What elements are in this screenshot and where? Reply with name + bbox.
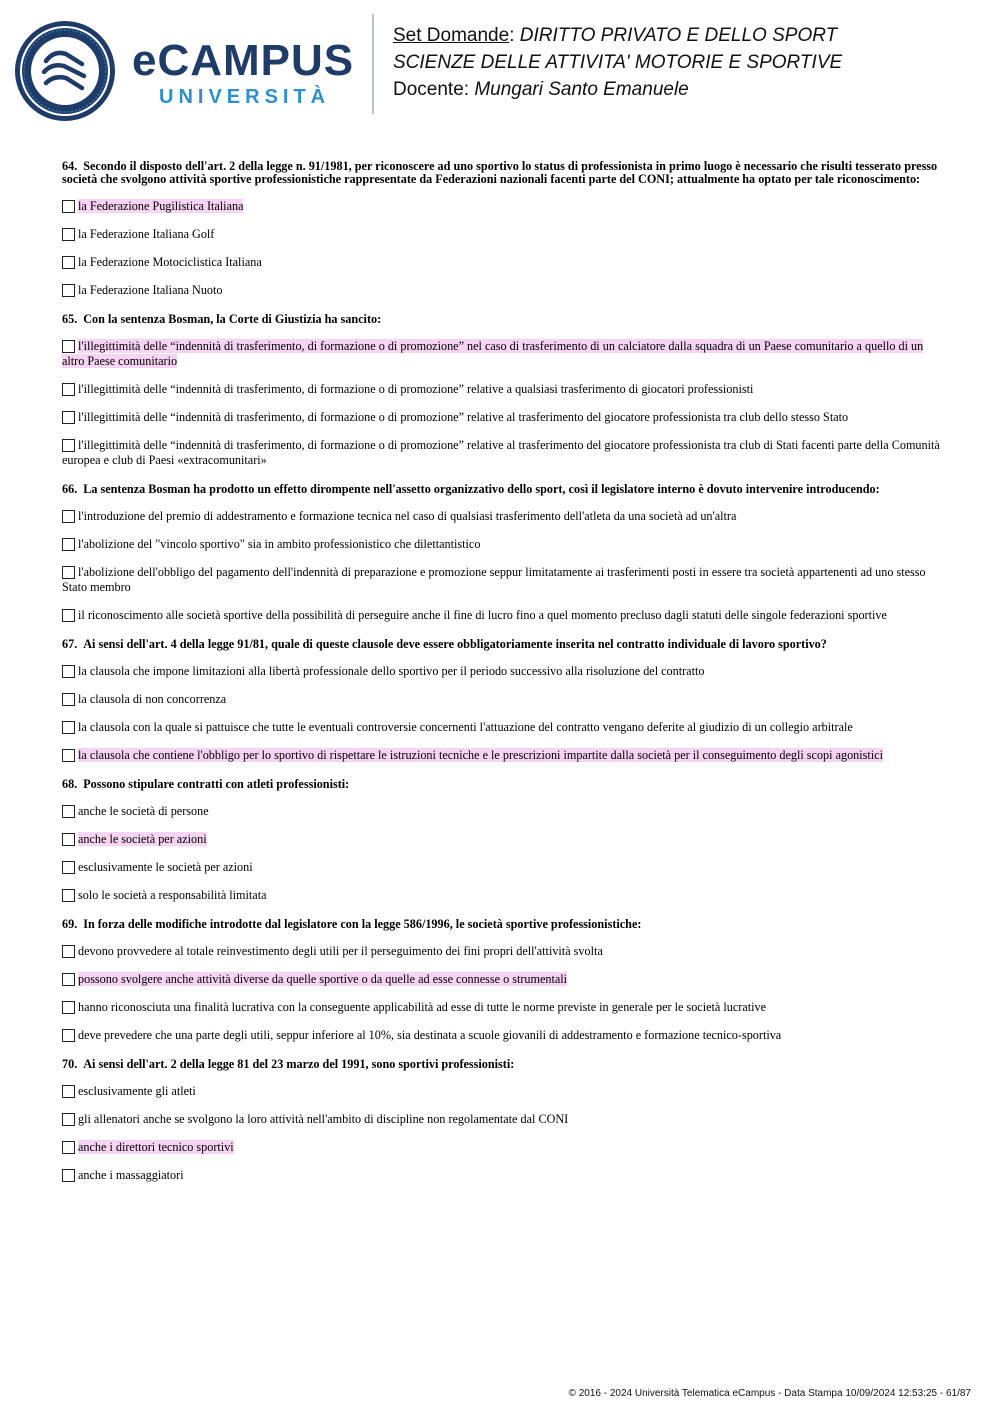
answer-label: deve prevedere che una parte degli utili, seppur inferiore al 10%, sia destinata a scuole giovanili di addestramento e formazione tecnico-sportiva xyxy=(78,1028,782,1042)
correct-answer-label: la clausola che contiene l'obbligo per lo sportivo di rispettare le istruzioni tecniche e le prescrizioni impartite dalla società per il conseguimento degli scopi agonistici xyxy=(78,748,883,762)
answer-option[interactable] xyxy=(62,888,940,903)
checkbox-icon[interactable] xyxy=(62,284,75,297)
teacher-label: Docente: xyxy=(393,79,470,100)
checkbox-icon[interactable] xyxy=(62,833,75,846)
correct-answer-label: anche i direttori tecnico sportivi xyxy=(78,1140,234,1154)
question-text xyxy=(62,313,940,326)
answer-label: anche le società di persone xyxy=(78,804,209,818)
answer-option[interactable] xyxy=(62,608,940,623)
question-label: Ai sensi dell'art. 4 della legge 91/81, quale di queste clausole deve essere obbligatoriamente inserita nel contratto individuale di lavoro sportivo? xyxy=(83,637,827,651)
answer-label: l'illegittimità delle “indennità di trasferimento, di formazione o di promozione” relative a qualsiasi trasferimento di giocatori professionisti xyxy=(78,382,754,396)
answer-option[interactable] xyxy=(62,804,940,819)
checkbox-icon[interactable] xyxy=(62,945,75,958)
answer-option[interactable] xyxy=(62,438,940,468)
header-divider xyxy=(372,14,374,114)
question-block xyxy=(62,313,940,468)
answer-option[interactable] xyxy=(62,972,940,987)
answer-option[interactable] xyxy=(62,1112,940,1127)
answer-option[interactable] xyxy=(62,944,940,959)
checkbox-icon[interactable] xyxy=(62,383,75,396)
answer-label: l'introduzione del premio di addestramento e formazione tecnica nel caso di qualsiasi trasferimento dell'atleta da una società ad un'altra xyxy=(78,509,737,523)
answer-label: gli allenatori anche se svolgono la loro attività nell'ambito di discipline non regolamentate dal CONI xyxy=(78,1112,569,1126)
answer-label: anche i massaggiatori xyxy=(78,1168,184,1182)
answer-label: il riconoscimento alle società sportive della possibilità di perseguire anche il fine di lucro fino a quel momento precluso dagli statuti delle singole federazioni sportive xyxy=(78,608,887,622)
checkbox-icon[interactable] xyxy=(62,340,75,353)
checkbox-icon[interactable] xyxy=(62,1113,75,1126)
answer-label: la Federazione Italiana Golf xyxy=(78,227,215,241)
answer-option[interactable] xyxy=(62,692,940,707)
checkbox-icon[interactable] xyxy=(62,1029,75,1042)
checkbox-icon[interactable] xyxy=(62,510,75,523)
answer-option[interactable] xyxy=(62,565,940,595)
question-number: 65. xyxy=(62,312,78,326)
question-number: 66. xyxy=(62,482,78,496)
question-text xyxy=(62,778,940,791)
answer-option[interactable] xyxy=(62,1028,940,1043)
answer-label: la clausola con la quale si pattuisce che tutte le eventuali controversie concernenti l'attuazione del contratto vengano deferite al giudizio di un collegio arbitrale xyxy=(78,720,853,734)
question-text xyxy=(62,918,940,931)
question-number: 70. xyxy=(62,1057,78,1071)
checkbox-icon[interactable] xyxy=(62,256,75,269)
page-header xyxy=(0,0,1000,130)
checkbox-icon[interactable] xyxy=(62,693,75,706)
question-text xyxy=(62,638,940,651)
answer-option[interactable] xyxy=(62,199,940,214)
question-number: 69. xyxy=(62,917,78,931)
checkbox-icon[interactable] xyxy=(62,1001,75,1014)
answer-option[interactable] xyxy=(62,1084,940,1099)
answer-option[interactable] xyxy=(62,1140,940,1155)
subject-line-2: SCIENZE DELLE ATTIVITA' MOTORIE E SPORTIVE xyxy=(393,52,843,73)
set-label: Set Domande xyxy=(393,25,510,46)
question-block xyxy=(62,918,940,1043)
answer-option[interactable] xyxy=(62,410,940,425)
question-number: 67. xyxy=(62,637,78,651)
answer-label: devono provvedere al totale reinvestimento degli utili per il perseguimento dei fini propri dell'attività svolta xyxy=(78,944,603,958)
answer-label: hanno riconosciuta una finalità lucrativa con la conseguente applicabilità ad esse di tutte le norme previste in generale per le società lucrative xyxy=(78,1000,766,1014)
checkbox-icon[interactable] xyxy=(62,566,75,579)
checkbox-icon[interactable] xyxy=(62,1141,75,1154)
answer-label: la Federazione Italiana Nuoto xyxy=(78,283,223,297)
checkbox-icon[interactable] xyxy=(62,228,75,241)
questions-list xyxy=(62,160,940,1198)
correct-answer-label: anche le società per azioni xyxy=(78,832,207,846)
answer-option[interactable] xyxy=(62,255,940,270)
question-label: Secondo il disposto dell'art. 2 della legge n. 91/1981, per riconoscere ad uno sportivo lo status di professionista in primo luogo è necessario che risulti tesserato presso società che svolgono attività sportive professionistiche rappresentate da Federazioni nazionali facenti parte del CONI; attualmente ha optato per tale riconoscimento: xyxy=(62,159,938,186)
answer-label: l'abolizione del "vincolo sportivo" sia in ambito professionistico che dilettantistico xyxy=(78,537,481,551)
answer-option[interactable] xyxy=(62,664,940,679)
question-block xyxy=(62,638,940,763)
correct-answer-label: l'illegittimità delle “indennità di trasferimento, di formazione o di promozione” nel caso di trasferimento di un calciatore dalla squadra di un Paese comunitario a quello di un altro Paese comunitario xyxy=(62,339,924,368)
answer-option[interactable] xyxy=(62,537,940,552)
question-label: Ai sensi dell'art. 2 della legge 81 del 23 marzo del 1991, sono sportivi professionisti: xyxy=(83,1057,515,1071)
question-text xyxy=(62,1058,940,1071)
answer-label: l'abolizione dell'obbligo del pagamento dell'indennità di preparazione e promozione seppur limitatamente ai trasferimenti posti in essere tra società appartenenti ad uno stesso Stato membro xyxy=(62,565,926,594)
checkbox-icon[interactable] xyxy=(62,665,75,678)
question-block xyxy=(62,778,940,903)
checkbox-icon[interactable] xyxy=(62,1085,75,1098)
answer-label: l'illegittimità delle “indennità di trasferimento, di formazione o di promozione” relative al trasferimento del giocatore professionista tra club di Stati facenti parte della Comunità europea e club di Paesi «extracomunitari» xyxy=(62,438,940,467)
answer-label: l'illegittimità delle “indennità di trasferimento, di formazione o di promozione” relative al trasferimento del giocatore professionista tra club dello stesso Stato xyxy=(78,410,849,424)
answer-option[interactable] xyxy=(62,1000,940,1015)
answer-option[interactable] xyxy=(62,720,940,735)
answer-label: esclusivamente gli atleti xyxy=(78,1084,196,1098)
answer-label: la clausola che impone limitazioni alla libertà professionale dello sportivo per il periodo successivo alla risoluzione del contratto xyxy=(78,664,705,678)
checkbox-icon[interactable] xyxy=(62,973,75,986)
teacher-name: Mungari Santo Emanuele xyxy=(474,79,689,100)
question-number: 64. xyxy=(62,159,78,173)
answer-label: la clausola di non concorrenza xyxy=(78,692,227,706)
answer-option[interactable] xyxy=(62,860,940,875)
correct-answer-label: la Federazione Pugilistica Italiana xyxy=(78,199,244,213)
brand-name: eCAMPUS xyxy=(132,36,355,85)
checkbox-icon[interactable] xyxy=(62,411,75,424)
checkbox-icon[interactable] xyxy=(62,889,75,902)
answer-option[interactable] xyxy=(62,509,940,524)
correct-answer-label: possono svolgere anche attività diverse da quelle sportive o da quelle ad esse connesse o strumentali xyxy=(78,972,568,986)
checkbox-icon[interactable] xyxy=(62,200,75,213)
question-block xyxy=(62,160,940,298)
answer-option[interactable] xyxy=(62,382,940,397)
question-block xyxy=(62,483,940,623)
answer-label: la Federazione Motociclistica Italiana xyxy=(78,255,262,269)
answer-option[interactable] xyxy=(62,339,940,369)
checkbox-icon[interactable] xyxy=(62,1169,75,1182)
brand-logo xyxy=(132,38,354,109)
question-label: Con la sentenza Bosman, la Corte di Giustizia ha sancito: xyxy=(83,312,382,326)
page-footer: © 2016 - 2024 Università Telematica eCampus - Data Stampa 10/09/2024 12:53:25 - 61/87 xyxy=(568,1388,971,1399)
checkbox-icon[interactable] xyxy=(62,609,75,622)
question-number: 68. xyxy=(62,777,78,791)
question-text xyxy=(62,483,940,496)
answer-option[interactable] xyxy=(62,227,940,242)
question-label: In forza delle modifiche introdotte dal legislatore con la legge 586/1996, le società sportive professionistiche: xyxy=(83,917,642,931)
header-info: Set Domande: DIRITTO PRIVATO E DELLO SPORT SCIENZE DELLE ATTIVITA' MOTORIE E SPORTIVE Docente: Mungari Santo Emanuele xyxy=(393,25,843,100)
checkbox-icon[interactable] xyxy=(62,749,75,762)
checkbox-icon[interactable] xyxy=(62,439,75,452)
checkbox-icon[interactable] xyxy=(62,721,75,734)
brand-subtitle: UNIVERSITÀ xyxy=(159,86,331,108)
checkbox-icon[interactable] xyxy=(62,861,75,874)
checkbox-icon[interactable] xyxy=(62,805,75,818)
answer-label: solo le società a responsabilità limitata xyxy=(78,888,267,902)
answer-option[interactable] xyxy=(62,1168,940,1183)
checkbox-icon[interactable] xyxy=(62,538,75,551)
answer-option[interactable] xyxy=(62,748,940,763)
question-label: La sentenza Bosman ha prodotto un effetto dirompente nell'assetto organizzativo dello sport, così il legislatore interno è dovuto intervenire introducendo: xyxy=(83,482,880,496)
question-label: Possono stipulare contratti con atleti professionisti: xyxy=(83,777,350,791)
ecampus-emblem-icon xyxy=(14,20,116,122)
answer-label: esclusivamente le società per azioni xyxy=(78,860,253,874)
question-block xyxy=(62,1058,940,1183)
answer-option[interactable] xyxy=(62,832,940,847)
answer-option[interactable] xyxy=(62,283,940,298)
question-text xyxy=(62,160,940,186)
subject-line-1: DIRITTO PRIVATO E DELLO SPORT xyxy=(519,25,838,46)
